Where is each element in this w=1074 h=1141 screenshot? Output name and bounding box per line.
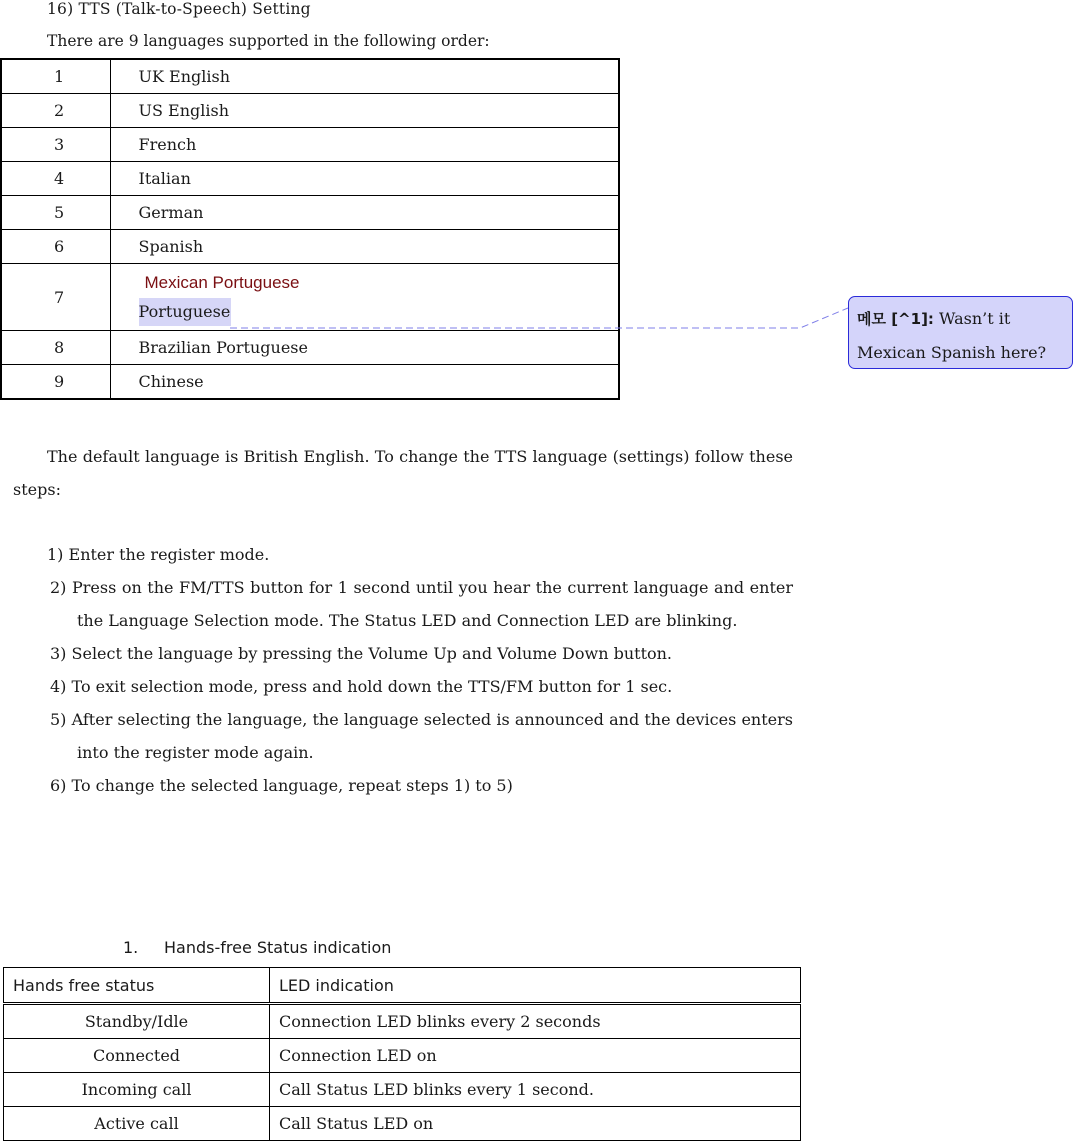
status-cell: Connected [4, 1039, 270, 1073]
list-item: 4) To exit selection mode, press and hold down the TTS/FM button for 1 sec. [50, 677, 673, 696]
table-row [1, 59, 619, 94]
language-name: US English [110, 94, 619, 128]
language-name: Brazilian Portuguese [110, 331, 619, 365]
list-item: 2) Press on the FM/TTS button for 1 second until you hear the current language and enter the Language Selection mode. The Status LED and Connection LED are blinking. [50, 578, 793, 630]
led-cell: Call Status LED blinks every 1 second. [270, 1073, 801, 1107]
language-name: Italian [110, 162, 619, 196]
language-name: Spanish [110, 230, 619, 264]
default-language-paragraph-end: steps: [13, 480, 61, 499]
comment-text-line1: Wasn’t it [939, 309, 1011, 328]
language-name: UK English [110, 59, 619, 94]
table-row [4, 1039, 801, 1073]
led-cell: Call Status LED on [270, 1107, 801, 1141]
section-title-text: Hands-free Status indication [164, 938, 392, 957]
language-name: Chinese [110, 365, 619, 400]
table-row [1, 162, 619, 196]
list-item: 1) Enter the register mode. [47, 545, 270, 564]
steps-list [47, 538, 793, 802]
comment-text-line2: Mexican Spanish here? [857, 343, 1047, 362]
language-number: 9 [1, 365, 110, 400]
language-name: German [110, 196, 619, 230]
language-name-tracked [110, 264, 619, 331]
comment-label: 메모 [^1]: [857, 310, 934, 328]
status-cell: Standby/Idle [4, 1004, 270, 1039]
table-row [1, 128, 619, 162]
comment-balloon[interactable] [848, 296, 1073, 369]
commented-text[interactable]: Portuguese [139, 298, 232, 326]
inserted-text[interactable]: Mexican Portuguese [144, 273, 300, 292]
table-row [4, 1073, 801, 1107]
list-item: 3) Select the language by pressing the Volume Up and Volume Down button. [50, 644, 673, 663]
table-row [4, 1107, 801, 1141]
language-number: 7 [1, 264, 110, 331]
language-number: 6 [1, 230, 110, 264]
table-row [1, 264, 619, 331]
section-number: 1. [123, 938, 139, 957]
table-row [1, 331, 619, 365]
default-language-paragraph: The default language is British English. To change the TTS language (settings) follow these [47, 447, 793, 466]
status-section-title [123, 938, 391, 957]
column-header: Hands free status [4, 968, 270, 1004]
language-number: 5 [1, 196, 110, 230]
table-header-row [4, 968, 801, 1004]
intro-text: There are 9 languages supported in the following order: [47, 32, 490, 50]
language-number: 8 [1, 331, 110, 365]
table-row [4, 1004, 801, 1039]
language-number: 4 [1, 162, 110, 196]
list-item: 5) After selecting the language, the language selected is announced and the devices enters into the register mode again. [50, 710, 793, 762]
led-cell: Connection LED blinks every 2 seconds [270, 1004, 801, 1039]
language-number: 3 [1, 128, 110, 162]
language-number: 2 [1, 94, 110, 128]
table-row [1, 230, 619, 264]
table-row [1, 365, 619, 400]
list-item: 6) To change the selected language, repeat steps 1) to 5) [50, 776, 513, 795]
language-table [0, 58, 620, 400]
table-row [1, 196, 619, 230]
language-name: French [110, 128, 619, 162]
led-cell: Connection LED on [270, 1039, 801, 1073]
section-heading: 16) TTS (Talk-to-Speech) Setting [47, 0, 311, 18]
table-row [1, 94, 619, 128]
column-header: LED indication [270, 968, 801, 1004]
status-cell: Active call [4, 1107, 270, 1141]
status-cell: Incoming call [4, 1073, 270, 1107]
status-table [3, 967, 801, 1141]
language-number: 1 [1, 59, 110, 94]
